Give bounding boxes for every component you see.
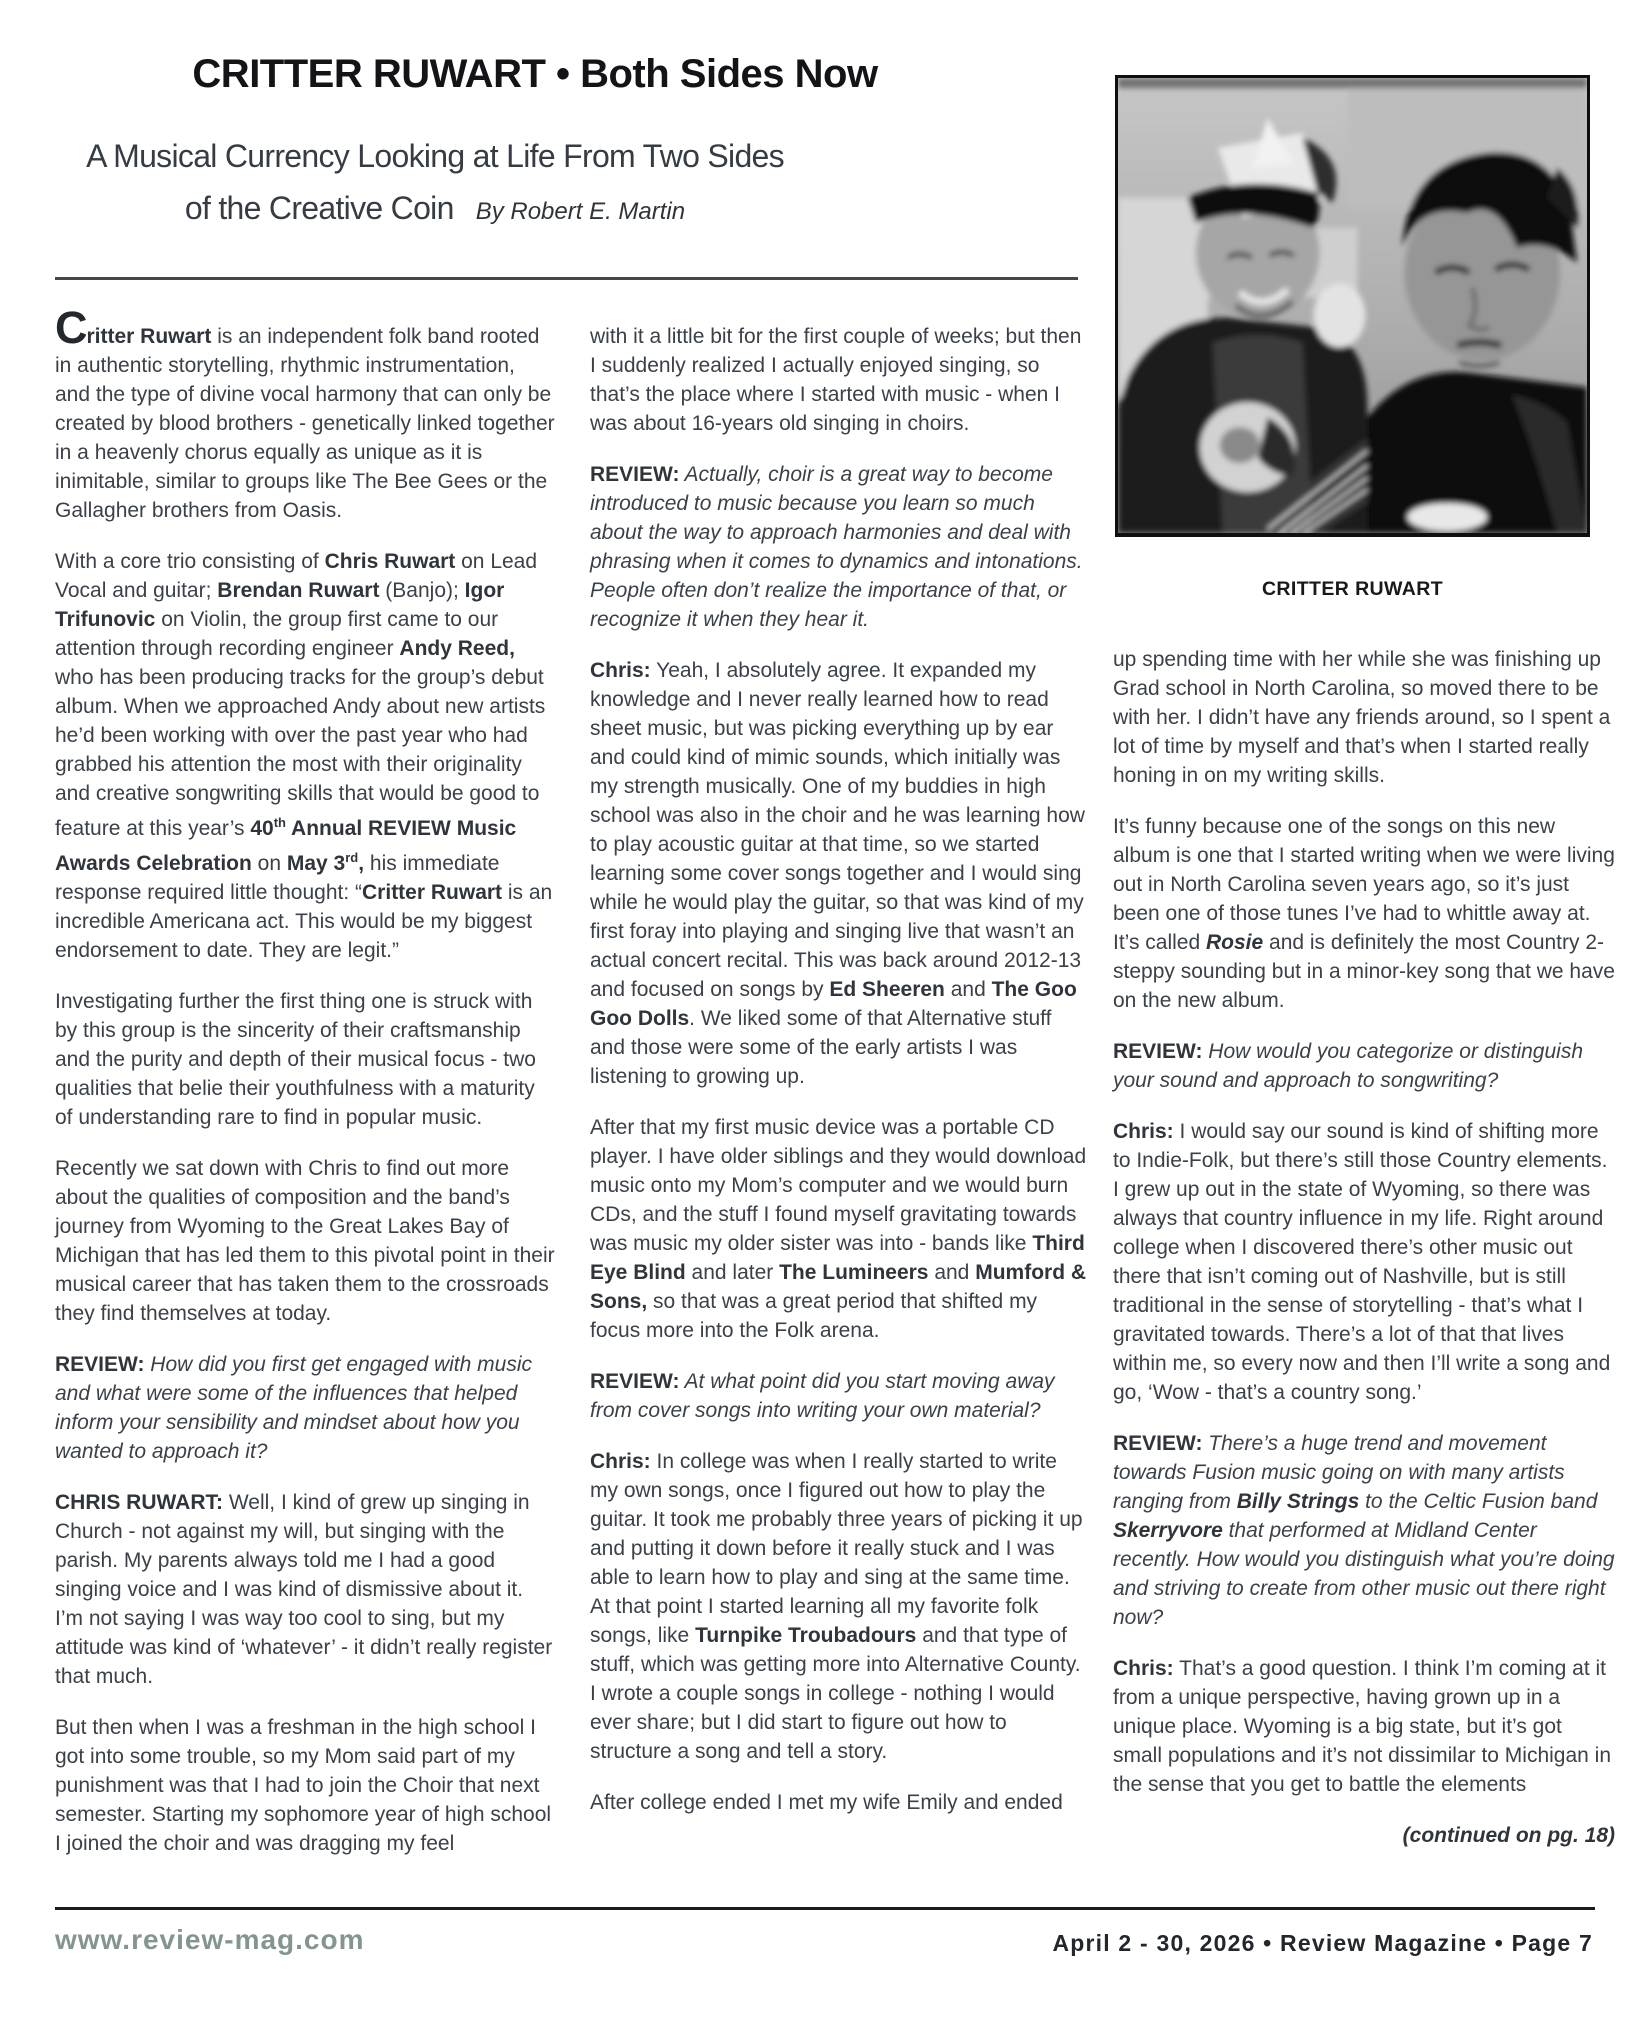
text-run: But then when I was a freshman in the high school I got into some trouble, so my Mom said part of my punishment was that I had to join the Choir that next semester. Starting my sophomore year of high school I joined the choir and was dragging my feel: [55, 1716, 552, 1855]
article-title: CRITTER RUWART • Both Sides Now: [192, 52, 878, 96]
text-run: The Goo Goo Dolls: [590, 978, 1077, 1030]
photo-caption: CRITTER RUWART: [1261, 578, 1444, 600]
text-run: Chris:: [1113, 1657, 1174, 1680]
text-run: Andy Reed,: [399, 637, 515, 660]
byline: By Robert E. Martin: [475, 198, 686, 225]
text-run: that performed at Midland Center recently. How would you distinguish what you’re doing and striving to create from other music out there right now?: [1113, 1519, 1615, 1629]
text-run: and is definitely the most Country 2-steppy sounding but in a minor-key song that we have on the new album.: [1113, 931, 1615, 1012]
text-run: Chris Ruwart: [324, 550, 456, 573]
paragraph: [590, 1367, 1090, 1425]
text-run: Billy Strings: [1236, 1490, 1360, 1513]
text-run: That’s a good question. I think I’m coming at it from a unique perspective, having grown up in a unique place. Wyoming is a big state, but it’s got small populations and it’s not dissimilar to Michigan in the sense that you get to battle the elements: [1113, 1657, 1612, 1796]
text-run: . We liked some of that Alternative stuff and those were some of the early artists I was listening to growing up.: [590, 1007, 1052, 1088]
text-run: to the Celtic Fusion band: [1359, 1490, 1598, 1513]
text-run: is an independent folk band rooted in authentic storytelling, rhythmic instrumentation, and the type of divine vocal harmony that can only be created by blood brothers - genetically linked together in a heavenly chorus equally as unique as it is inimitable, similar to groups like The Bee Gees or the Gallagher brothers from Oasis.: [55, 325, 555, 522]
text-run: who has been producing tracks for the group’s debut album. When we approached Andy about new artists he’d been working with over the past year who had grabbed his attention the most with their originality and creative songwriting skills that would be good to feature at this year’s: [55, 666, 546, 840]
band-photo-illustration: [1118, 78, 1587, 533]
text-run: his immediate response required little thought: “: [55, 852, 500, 904]
text-run: Yeah, I absolutely agree. It expanded my knowledge and I never really learned how to read sheet music, but was picking everything up by ear and could kind of mimic sounds, which initially was my strength musically. One of my buddies in high school was also in the choir and he was learning how to play acoustic guitar at that time, so we started learning some cover songs together and I would sing while he would play the guitar, so that was kind of my first foray into playing and singing live that wasn’t an actual concert recital. This was back around 2012-13 and focused on songs by: [590, 659, 1085, 1001]
paragraph: [590, 1447, 1090, 1766]
text-run: Turnpike Troubadours: [695, 1624, 917, 1647]
text-run: rd: [345, 850, 359, 865]
text-run: (continued on pg. 18): [1402, 1824, 1615, 1847]
text-run: Third Eye Blind: [590, 1232, 1085, 1284]
text-run: I would say our sound is kind of shifting more to Indie-Folk, but there’s still those Country elements. I grew up out in the state of Wyoming, so there was always that country influence in my life. Right around college when I discovered there’s other music out there that isn’t coming out of Nashville, but is still traditional in the sense of storytelling - that’s what I gravitated towards. There’s a lot of that that lives within me, so every now and then I’ll write a song and go, ‘Wow - that’s a country song.’: [1113, 1120, 1611, 1404]
text-run: C: [55, 302, 87, 353]
paragraph: [1113, 1117, 1615, 1407]
footer-divider: [55, 1907, 1595, 1910]
text-run: How did you first get engaged with music and what were some of the influences that helped inform your sensibility and mindset about how you wanted to approach it?: [55, 1353, 532, 1463]
text-run: and: [944, 978, 992, 1001]
text-run: After that my first music device was a portable CD player. I have older siblings and they would download music onto my Mom’s computer and we would burn CDs, and the stuff I found myself gravitating towards was music my older sister was into - bands like: [590, 1116, 1087, 1255]
text-run: on Lead Vocal and guitar;: [55, 550, 538, 602]
text-run: so that was a great period that shifted my focus more into the Folk arena.: [590, 1290, 1038, 1342]
text-run: After college ended I met my wife Emily and ended: [590, 1791, 1063, 1814]
text-run: and: [928, 1261, 976, 1284]
article-column-1: [55, 302, 555, 1880]
header-divider: [55, 277, 1078, 280]
text-run: REVIEW:: [1113, 1432, 1203, 1455]
paragraph: [590, 1113, 1090, 1345]
text-run: on Violin, the group first came to our attention through recording engineer: [55, 608, 499, 660]
paragraph: [1113, 1429, 1615, 1632]
text-run: Skerryvore: [1113, 1519, 1223, 1542]
article-column-2: [590, 322, 1090, 1839]
text-run: At what point did you start moving away from cover songs into writing your own material?: [590, 1370, 1055, 1422]
paragraph: [55, 302, 555, 525]
text-run: on: [251, 852, 287, 875]
text-run: and that type of stuff, which was getting more into Alternative County. I wrote a couple songs in college - nothing I would ever share; but I did start to figure out how to structure a song and tell a story.: [590, 1624, 1081, 1763]
paragraph: [590, 1788, 1090, 1817]
subtitle-text: of the Creative Coin: [184, 190, 454, 226]
text-run: and later: [685, 1261, 780, 1284]
paragraph: [590, 322, 1090, 438]
text-run: Ed Sheeren: [829, 978, 945, 1001]
text-run: How would you categorize or distinguish your sound and approach to songwriting?: [1113, 1040, 1584, 1092]
text-run: Recently we sat down with Chris to find out more about the qualities of composition and the band’s journey from Wyoming to the Great Lakes Bay of Michigan that has led them to this pivotal point in their musical career that has taken them to the crossroads they find themselves at today.: [55, 1157, 555, 1325]
text-run: It’s funny because one of the songs on this new album is one that I started writing when we were living out in North Carolina seven years ago, so it’s just been one of those tunes I’ve had to whittle away at. It’s called: [1113, 815, 1615, 954]
text-run: Igor Trifunovic: [55, 579, 505, 631]
paragraph: [55, 987, 555, 1132]
text-run: REVIEW:: [590, 1370, 680, 1393]
text-run: Critter Ruwart: [362, 881, 503, 904]
text-run: Brendan Ruwart: [217, 579, 380, 602]
text-run: is an incredible Americana act. This would be my biggest endorsement to date. They are legit.”: [55, 881, 553, 962]
text-run: Chris:: [590, 659, 651, 682]
text-run: ,: [358, 852, 365, 875]
text-run: ritter Ruwart: [86, 325, 212, 348]
text-run: REVIEW:: [590, 463, 680, 486]
text-run: With a core trio consisting of: [55, 550, 325, 573]
text-run: Annual REVIEW Music Awards Celebration: [55, 817, 517, 875]
paragraph: [55, 1488, 555, 1691]
website-url: www.review-mag.com: [55, 1924, 365, 1955]
text-run: 40: [250, 817, 274, 840]
text-run: REVIEW:: [1113, 1040, 1203, 1063]
paragraph: [55, 1713, 555, 1858]
article-subtitle-line2: [55, 190, 815, 227]
text-run: Chris:: [1113, 1120, 1174, 1143]
band-photo: [1115, 75, 1590, 537]
article-subtitle-line1: A Musical Currency Looking at Life From Two Sides: [86, 138, 784, 174]
text-run: Investigating further the first thing one is struck with by this group is the sincerity of their craftsmanship and the purity and depth of their musical focus - two qualities that belie their youthfulness with a maturity of understanding rare to find in popular music.: [55, 990, 536, 1129]
text-run: (Banjo);: [379, 579, 465, 602]
text-run: There’s a huge trend and movement towards Fusion music going on with many artists ranging from: [1113, 1432, 1565, 1513]
paragraph: [55, 547, 555, 965]
text-run: Well, I kind of grew up singing in Church - not against my will, but singing with the parish. My parents always told me I had a good singing voice and I was kind of dismissive about it. I’m not saying I was way too cool to sing, but my attitude was kind of ‘whatever’ - it didn’t really register that much.: [55, 1491, 553, 1688]
paragraph: [1113, 645, 1615, 790]
text-run: up spending time with her while she was finishing up Grad school in North Carolina, so moved there to be with her. I didn’t have any friends around, so I spent a lot of time by myself and that’s when I started really honing in on my writing skills.: [1113, 648, 1611, 787]
paragraph: [590, 460, 1090, 634]
paragraph: [1113, 812, 1615, 1015]
text-run: Mumford & Sons,: [590, 1261, 1087, 1313]
text-run: with it a little bit for the first couple of weeks; but then I suddenly realized I actually enjoyed singing, so that’s the place where I started with music - when I was about 16-years old singing in choirs.: [590, 325, 1082, 435]
article-column-3: [1113, 645, 1615, 1872]
text-run: Actually, choir is a great way to become introduced to music because you learn so much about the way to approach harmonies and deal with phrasing when it comes to dynamics and intonations. People often don’t realize the importance of that, or recognize it when they hear it.: [590, 463, 1083, 631]
paragraph: [1113, 1821, 1615, 1850]
paragraph: [1113, 1654, 1615, 1799]
text-run: th: [273, 815, 286, 830]
text-run: May 3: [286, 852, 346, 875]
paragraph: [1113, 1037, 1615, 1095]
text-run: Chris:: [590, 1450, 651, 1473]
issue-page-info: April 2 - 30, 2026 • Review Magazine • Page 7: [1052, 1930, 1593, 1956]
text-run: CHRIS RUWART:: [55, 1491, 223, 1514]
text-run: The Lumineers: [779, 1261, 929, 1284]
paragraph: [590, 656, 1090, 1091]
paragraph: [55, 1350, 555, 1466]
paragraph: [55, 1154, 555, 1328]
text-run: REVIEW:: [55, 1353, 145, 1376]
text-run: Rosie: [1206, 931, 1264, 954]
text-run: In college was when I really started to write my own songs, once I figured out how to play the guitar. It took me probably three years of picking it up and putting it down before it really stuck and I was able to learn how to play and sing at the same time. At that point I started learning all my favorite folk songs, like: [590, 1450, 1083, 1647]
